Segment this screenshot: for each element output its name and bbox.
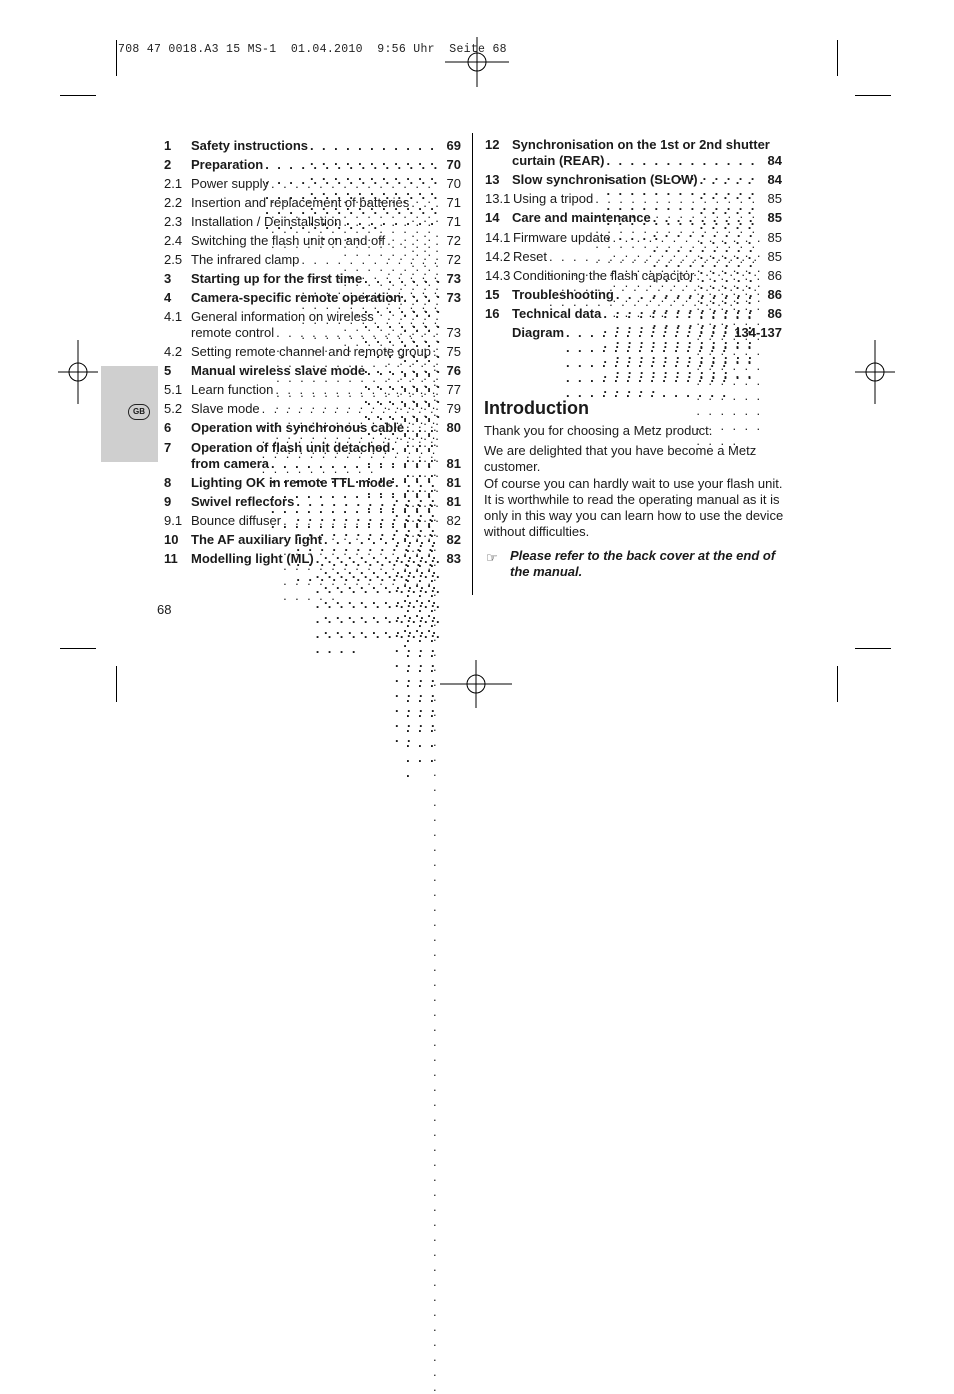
toc-entry-number: 10 (164, 532, 179, 547)
toc-entry-title: Troubleshooting (512, 287, 614, 302)
toc-entry-title: Manual wireless slave mode (191, 363, 366, 378)
intro-note: Please refer to the back cover at the end of the manual. (510, 548, 776, 579)
toc-leader-dots (316, 551, 445, 656)
toc-entry-title: Camera-specific remote operation (191, 290, 402, 305)
column-divider (472, 133, 473, 595)
toc-entry-number: 4 (164, 290, 172, 305)
toc-entry-title: Modelling light (ML) (191, 551, 314, 566)
toc-entry-number: 5.1 (164, 382, 183, 397)
toc-entry-title: Conditioning the flash capacitor (513, 268, 695, 283)
toc-entry-title: Insertion and replacement of batteries (191, 195, 410, 210)
toc-entry-page: 73 (446, 271, 461, 286)
toc-entry-page: 85 (767, 191, 782, 206)
toc-entry-number: 9 (164, 494, 172, 509)
toc-entry-title: Bounce diffuser (191, 513, 282, 528)
toc-entry-title: Using a tripod (513, 191, 594, 206)
toc-entry-page: 134-137 (734, 325, 782, 340)
crop-mark-top-right-v (837, 40, 838, 76)
toc-entry-number: 1 (164, 138, 172, 153)
crop-mark-bottom-right-v (837, 666, 838, 702)
toc-entry-number: 5 (164, 363, 172, 378)
toc-entry-page: 72 (446, 252, 461, 267)
toc-entry-page: 83 (446, 551, 461, 566)
toc-entry-number: 2.1 (164, 176, 183, 191)
toc-entry-title: Care and maintenance (512, 210, 651, 225)
toc-entry-number: 14.1 (485, 230, 511, 245)
toc-entry-page: 69 (446, 138, 461, 153)
toc-entry-number: 11 (164, 551, 178, 566)
toc-entry-number: 2 (164, 157, 172, 172)
toc-entry-number: 14.2 (485, 249, 511, 264)
toc-entry-title: The AF auxiliary light (191, 532, 322, 547)
registration-mark-right (855, 340, 895, 404)
toc-entry-page: 82 (446, 532, 461, 547)
toc-entry-page: 81 (446, 494, 461, 509)
toc-entry-page: 72 (446, 233, 461, 248)
toc-entry-title-line1: Synchronisation on the 1st or 2nd shutter (512, 137, 770, 152)
toc-entry-title: Power supply (191, 176, 270, 191)
toc-entry-page: 76 (446, 363, 461, 378)
intro-paragraph-1: Thank you for choosing a Metz product. (484, 423, 713, 438)
toc-entry-page: 73 (446, 325, 461, 340)
toc-entry-title-line1: General information on wireless (191, 309, 374, 324)
crop-mark-bottom-left-v (116, 666, 117, 702)
print-header: 708 47 0018.A3 15 MS-1 01.04.2010 9:56 Uhr Seite 68 (118, 43, 507, 56)
toc-entry-title: Installation / Deinstallstion (191, 214, 342, 229)
intro-paragraph-3: Of course you can hardly wait to use your flash unit. It is worthwhile to read the operating manual as it is only in this way you can learn how to use the device without difficulties. (484, 476, 784, 539)
toc-entry-number: 16 (485, 306, 500, 321)
toc-entry-number: 9.1 (164, 513, 183, 528)
toc-entry-page: 82 (446, 513, 461, 528)
registration-mark-top (445, 37, 509, 87)
toc-entry-number: 3 (164, 271, 172, 286)
toc-entry-number: 14 (485, 210, 500, 225)
toc-entry-number: 5.2 (164, 401, 183, 416)
toc-entry-page: 85 (767, 230, 782, 245)
toc-entry-number: 2.3 (164, 214, 183, 229)
toc-entry-page: 70 (446, 157, 461, 172)
language-badge: GB (128, 404, 150, 420)
toc-entry-title: Setting remote channel and remote group (191, 344, 431, 359)
toc-entry-page: 70 (446, 176, 461, 191)
toc-entry-number: 13.1 (485, 191, 511, 206)
toc-entry-title: from camera (191, 456, 270, 471)
toc-entry-number: 14.3 (485, 268, 511, 283)
toc-entry-title: Switching the flash unit on and off (191, 233, 386, 248)
toc-entry-title: Slow synchronisation (SLOW) (512, 172, 698, 187)
toc-entry-page: 79 (446, 401, 461, 416)
toc-entry-page: 81 (446, 475, 461, 490)
crop-mark-top-right-h (855, 95, 891, 96)
toc-entry-number: 4.1 (164, 309, 183, 324)
toc-leader-dots (566, 325, 732, 400)
toc-entry-page: 84 (767, 153, 782, 168)
toc-entry-title: Starting up for the first time (191, 271, 363, 286)
toc-entry (512, 325, 782, 400)
registration-mark-left (58, 340, 98, 404)
toc-entry-title: Operation with synchronous cable (191, 420, 405, 435)
toc-entry-title: Firmware update (513, 230, 611, 245)
toc-entry-page: 86 (767, 287, 782, 302)
toc-entry-title: Learn function (191, 382, 274, 397)
toc-entry-title: remote control (191, 325, 275, 340)
toc-entry-number: 15 (485, 287, 500, 302)
toc-entry-title: Safety instructions (191, 138, 309, 153)
toc-entry (191, 551, 461, 656)
crop-mark-top-left-h (60, 95, 96, 96)
toc-entry-page: 86 (767, 306, 782, 321)
toc-entry-page: 75 (446, 344, 461, 359)
crop-mark-bottom-left-h (60, 648, 96, 649)
pointing-hand-icon: ☞ (486, 550, 498, 565)
toc-entry-page: 77 (446, 382, 461, 397)
toc-entry-number: 12 (485, 137, 500, 152)
toc-entry-title: Diagram (512, 325, 565, 340)
intro-heading: Introduction (484, 398, 589, 418)
toc-entry-page: 81 (446, 456, 461, 471)
toc-entry-page: 73 (446, 290, 461, 305)
crop-mark-top-left-v (116, 40, 117, 76)
page-number: 68 (157, 602, 172, 617)
toc-entry-number: 13 (485, 172, 500, 187)
toc-entry-title: curtain (REAR) (512, 153, 605, 168)
toc-entry-page: 71 (446, 195, 461, 210)
toc-entry-number: 7 (164, 440, 172, 455)
toc-entry-title-line1: Operation of flash unit detached (191, 440, 391, 455)
toc-entry-number: 8 (164, 475, 172, 490)
toc-entry-number: 6 (164, 420, 172, 435)
toc-entry-number: 4.2 (164, 344, 183, 359)
toc-entry-page: 85 (767, 249, 782, 264)
toc-entry-page: 80 (446, 420, 461, 435)
intro-paragraph-2: We are delighted that you have become a Metz customer. (484, 443, 757, 474)
toc-entry-page: 71 (446, 214, 461, 229)
toc-entry-number: 2.5 (164, 252, 183, 267)
toc-entry-title: The infrared clamp (191, 252, 300, 267)
toc-entry-title: Reset (513, 249, 547, 264)
toc-entry-title: Preparation (191, 157, 264, 172)
toc-entry-title: Lighting OK in remote TTL mode (191, 475, 393, 490)
crop-mark-bottom-right-h (855, 648, 891, 649)
toc-entry-page: 84 (767, 172, 782, 187)
toc-entry-page: 85 (767, 210, 782, 225)
toc-entry-number: 2.2 (164, 195, 183, 210)
toc-entry-title: Technical data (512, 306, 602, 321)
toc-entry-number: 2.4 (164, 233, 183, 248)
toc-entry-page: 86 (767, 268, 782, 283)
toc-entry-title: Swivel reflectors (191, 494, 295, 509)
toc-entry-title: Slave mode (191, 401, 260, 416)
